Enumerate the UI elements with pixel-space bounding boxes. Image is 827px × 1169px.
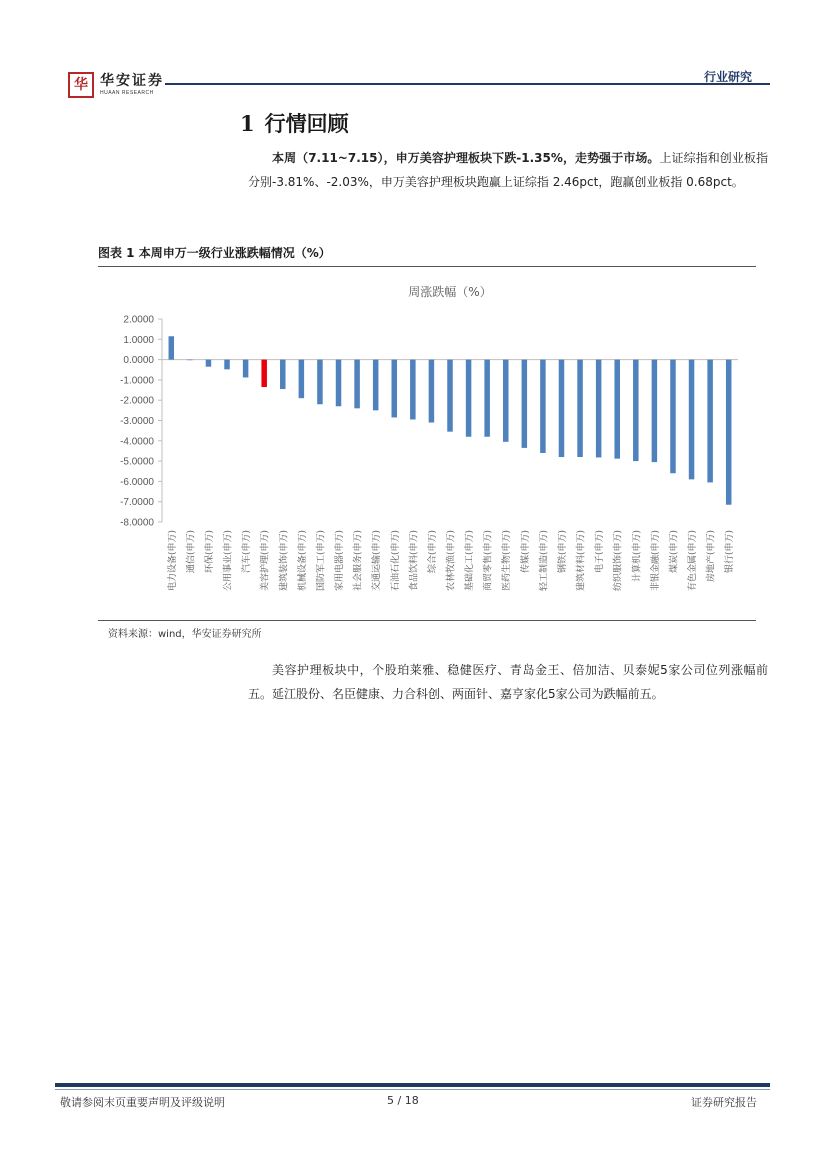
y-tick-label: 0.0000 xyxy=(123,355,154,367)
x-tick-label: 环保(申万) xyxy=(204,530,215,574)
y-tick-label: -8.0000 xyxy=(120,517,154,529)
x-tick-label: 商贸零售(申万) xyxy=(483,530,494,592)
chart-title: 周涨跌幅（%） xyxy=(408,285,492,299)
logo-text: 华安证券 xyxy=(100,73,164,89)
x-tick-label: 计算机(申万) xyxy=(632,530,643,583)
bar xyxy=(354,360,360,409)
x-tick-label: 公用事业(申万) xyxy=(223,530,234,592)
bar xyxy=(373,360,379,411)
x-tick-label: 医药生物(申万) xyxy=(502,530,513,592)
bar xyxy=(689,360,695,480)
x-tick-label: 建筑装饰(申万) xyxy=(279,530,290,592)
summary-paragraph xyxy=(248,146,768,194)
x-tick-label: 钢铁(申万) xyxy=(557,530,568,574)
summary-lead: 本周（7.11~7.15），申万美容护理板块下跌-1.35%，走势强于市场。 xyxy=(272,151,660,165)
y-tick-label: -3.0000 xyxy=(120,416,154,427)
footer-divider xyxy=(55,1083,770,1087)
x-tick-label: 美容护理(申万) xyxy=(260,530,271,592)
bar xyxy=(522,360,528,448)
y-tick-label: 2.0000 xyxy=(123,314,154,326)
bar xyxy=(559,360,565,457)
x-tick-label: 煤炭(申万) xyxy=(669,530,680,574)
bar xyxy=(484,360,490,437)
bar xyxy=(447,360,453,432)
logo-subtext: HUAAN RESEARCH xyxy=(100,90,154,96)
x-tick-label: 家用电器(申万) xyxy=(335,530,346,592)
bar xyxy=(652,360,658,463)
x-tick-label: 轻工制造(申万) xyxy=(539,530,550,592)
bar xyxy=(429,360,435,423)
x-tick-label: 电子(申万) xyxy=(595,530,606,574)
industry-return-bar-chart xyxy=(98,268,756,618)
bar xyxy=(169,336,175,359)
y-tick-label: -5.0000 xyxy=(120,456,154,468)
x-tick-label: 综合(申万) xyxy=(427,530,438,574)
figure-bottom-rule xyxy=(98,620,756,621)
x-tick-label: 建筑材料(申万) xyxy=(576,530,587,592)
y-tick-label: 1.0000 xyxy=(123,334,154,346)
bar xyxy=(670,360,676,474)
bar xyxy=(466,360,472,437)
figure-caption: 图表 1 本周申万一级行业涨跌幅情况（%） xyxy=(98,246,331,260)
y-tick-label: -1.0000 xyxy=(120,375,154,387)
bar xyxy=(261,360,267,387)
stock-paragraph: 美容护理板块中，个股珀莱雅、稳健医疗、青岛金王、倍加洁、贝泰妮5家公司位列涨幅前五。延江股份、名臣健康、力合科创、两面针、嘉亨家化5家公司为跌幅前五。 xyxy=(248,663,768,701)
logo-icon: 华 xyxy=(68,72,94,98)
bar xyxy=(299,360,305,399)
x-tick-label: 交通运输(申万) xyxy=(372,530,383,592)
bar xyxy=(726,360,732,505)
footer-report-type: 证券研究报告 xyxy=(691,1096,757,1109)
footer-divider-thin xyxy=(55,1089,770,1090)
bar xyxy=(224,360,230,370)
bar xyxy=(243,360,249,378)
y-tick-label: -2.0000 xyxy=(120,395,154,407)
bar xyxy=(540,360,546,453)
x-tick-label: 汽车(申万) xyxy=(242,530,253,574)
x-tick-label: 国防军工(申万) xyxy=(316,530,327,592)
section-title-text: 行情回顾 xyxy=(264,111,349,136)
bar xyxy=(596,360,602,458)
y-tick-label: -6.0000 xyxy=(120,476,154,488)
x-tick-label: 有色金属(申万) xyxy=(688,530,699,592)
footer-disclaimer: 敬请参阅末页重要声明及评级说明 xyxy=(60,1096,225,1109)
bar xyxy=(336,360,342,407)
bar xyxy=(280,360,286,389)
bar xyxy=(503,360,509,442)
report-category: 行业研究 xyxy=(703,70,752,84)
bar xyxy=(317,360,323,405)
x-tick-label: 食品饮料(申万) xyxy=(409,530,420,592)
x-tick-label: 机械设备(申万) xyxy=(297,530,308,592)
x-tick-label: 非银金融(申万) xyxy=(650,530,661,592)
bar xyxy=(187,360,193,361)
bar xyxy=(633,360,639,462)
x-tick-label: 纺织服饰(申万) xyxy=(613,530,624,592)
bar xyxy=(410,360,416,420)
x-tick-label: 房地产(申万) xyxy=(706,530,717,583)
bar xyxy=(707,360,713,483)
x-tick-label: 社会服务(申万) xyxy=(353,530,364,592)
section-number: 1 xyxy=(240,111,255,136)
bar xyxy=(577,360,583,457)
x-tick-label: 石油石化(申万) xyxy=(390,530,401,592)
bar xyxy=(206,360,212,367)
figure-top-rule xyxy=(98,266,756,267)
x-tick-label: 电力设备(申万) xyxy=(167,530,178,592)
x-tick-label: 传媒(申万) xyxy=(520,530,531,574)
header-divider xyxy=(165,83,770,85)
x-tick-label: 基础化工(申万) xyxy=(465,530,476,592)
page-number: 5 / 18 xyxy=(387,1094,419,1107)
bar xyxy=(614,360,620,459)
bar xyxy=(392,360,398,418)
x-tick-label: 通信(申万) xyxy=(186,530,197,574)
section-heading xyxy=(240,108,349,138)
x-tick-label: 农林牧渔(申万) xyxy=(446,530,457,592)
page-header xyxy=(60,66,770,106)
x-tick-label: 银行(申万) xyxy=(725,530,736,574)
y-tick-label: -7.0000 xyxy=(120,497,154,509)
y-tick-label: -4.0000 xyxy=(120,436,154,448)
summary-body: 上证综指和创业板指分别-3.81%、-2.03%，申万美容护理板块跑赢上证综指 2.46pct，跑赢创业板指 0.68pct。 xyxy=(248,151,768,189)
figure-source: 资料来源：wind，华安证券研究所 xyxy=(108,629,262,640)
